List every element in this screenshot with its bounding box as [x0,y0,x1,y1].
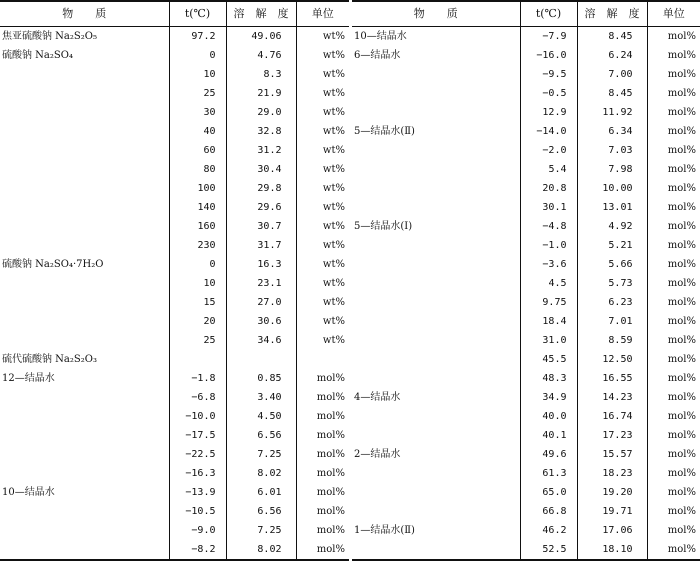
substance-cell [0,407,169,426]
table-row [0,198,349,217]
table-row [0,293,349,312]
table-row [0,407,349,426]
substance-cell [0,103,169,122]
unit-cell: wt% [296,27,349,47]
unit-cell: mol% [647,103,700,122]
table-row [352,483,700,502]
temperature-cell: 80 [169,160,226,179]
solubility-cell: 49.06 [226,27,296,47]
table-row [352,312,700,331]
header-temperature: t(℃) [169,1,226,27]
temperature-cell: 61.3 [520,464,577,483]
unit-cell: mol% [296,464,349,483]
unit-cell: mol% [647,160,700,179]
table-row [352,350,700,369]
table-row [0,27,349,47]
header-row [352,1,700,27]
unit-cell: mol% [647,331,700,350]
table-row [352,331,700,350]
substance-cell: 焦亚硫酸钠 Na₂S₂O₅ [2,31,97,42]
solubility-table-left [0,0,349,561]
substance-cell [0,236,169,255]
table-row [0,369,349,388]
solubility-cell: 5.73 [577,274,647,293]
substance-cell [352,274,520,293]
table-row [352,122,700,141]
substance-cell [352,483,520,502]
substance-cell [0,388,169,407]
table-row [352,407,700,426]
unit-cell: wt% [296,122,349,141]
unit-cell: mol% [647,255,700,274]
temperature-cell: −10.0 [169,407,226,426]
unit-cell: wt% [296,255,349,274]
unit-cell: mol% [647,236,700,255]
unit-cell: wt% [296,84,349,103]
solubility-cell: 31.7 [226,236,296,255]
temperature-cell: 10 [169,65,226,84]
table-row [352,236,700,255]
header-solubility: 溶 解 度 [226,1,296,27]
solubility-cell: 10.00 [577,179,647,198]
table-row [352,179,700,198]
solubility-cell: 12.50 [577,350,647,369]
table-row [0,141,349,160]
substance-cell [0,464,169,483]
table-row [352,445,700,464]
solubility-cell: 11.92 [577,103,647,122]
table-row [352,502,700,521]
substance-cell [352,160,520,179]
solubility-cell: 18.10 [577,540,647,560]
header-unit: 单位 [296,1,349,27]
table-row [0,255,349,274]
solubility-cell: 17.23 [577,426,647,445]
header-solubility: 溶 解 度 [577,1,647,27]
unit-cell: mol% [296,426,349,445]
right-table-body [352,27,700,561]
temperature-cell: 40.0 [520,407,577,426]
substance-cell [0,217,169,236]
temperature-cell: 12.9 [520,103,577,122]
substance-cell [0,331,169,350]
table-row [352,46,700,65]
substance-cell [0,198,169,217]
solubility-cell: 6.01 [226,483,296,502]
unit-cell: mol% [647,521,700,540]
temperature-cell: 0 [169,46,226,65]
solubility-cell: 16.74 [577,407,647,426]
unit-cell: mol% [296,502,349,521]
unit-cell: mol% [296,407,349,426]
temperature-cell: 15 [169,293,226,312]
solubility-cell: 0.85 [226,369,296,388]
table-row [352,217,700,236]
temperature-cell: 66.8 [520,502,577,521]
table-row [0,312,349,331]
unit-cell: wt% [296,217,349,236]
temperature-cell: 40.1 [520,426,577,445]
temperature-cell: 140 [169,198,226,217]
temperature-cell: −10.5 [169,502,226,521]
unit-cell: mol% [647,141,700,160]
unit-cell: mol% [647,46,700,65]
table-row [0,331,349,350]
temperature-cell: −8.2 [169,540,226,560]
table-row [352,141,700,160]
solubility-cell: 8.02 [226,464,296,483]
solubility-cell: 6.24 [577,46,647,65]
solubility-cell: 23.1 [226,274,296,293]
substance-cell: 4—结晶水 [354,392,401,403]
temperature-cell: −4.8 [520,217,577,236]
substance-cell: 5—结晶水(Ⅱ) [354,126,415,137]
substance-cell [352,464,520,483]
unit-cell: wt% [296,103,349,122]
solubility-cell: 7.01 [577,312,647,331]
table-row [0,46,349,65]
substance-cell [352,369,520,388]
substance-cell: 10—结晶水 [354,31,407,42]
temperature-cell: −1.8 [169,369,226,388]
temperature-cell: 160 [169,217,226,236]
temperature-cell: 9.75 [520,293,577,312]
solubility-cell: 5.66 [577,255,647,274]
temperature-cell: 20.8 [520,179,577,198]
temperature-cell: −22.5 [169,445,226,464]
substance-cell [0,179,169,198]
solubility-cell: 30.4 [226,160,296,179]
temperature-cell: 97.2 [169,27,226,47]
table-row [0,483,349,502]
table-row [352,103,700,122]
substance-cell [352,198,520,217]
substance-cell [0,274,169,293]
unit-cell: mol% [647,369,700,388]
unit-cell: mol% [296,540,349,560]
solubility-cell: 6.56 [226,426,296,445]
substance-cell [0,312,169,331]
table-row [0,388,349,407]
temperature-cell: 230 [169,236,226,255]
table-row [352,160,700,179]
solubility-cell: 19.71 [577,502,647,521]
unit-cell: mol% [647,502,700,521]
solubility-cell: 7.98 [577,160,647,179]
substance-cell [0,84,169,103]
solubility-cell: 7.25 [226,445,296,464]
table-row [0,464,349,483]
unit-cell: wt% [296,160,349,179]
solubility-cell: 8.45 [577,27,647,47]
unit-cell: mol% [647,483,700,502]
substance-cell: 硫酸钠 Na₂SO₄·7H₂O [2,259,104,270]
solubility-cell: 27.0 [226,293,296,312]
solubility-cell: 31.2 [226,141,296,160]
table-row [352,521,700,540]
substance-cell [0,65,169,84]
table-row [0,160,349,179]
substance-cell: 2—结晶水 [354,449,401,460]
table-row [0,65,349,84]
substance-cell [0,426,169,445]
unit-cell: mol% [647,540,700,560]
header-unit: 单位 [647,1,700,27]
solubility-cell: 7.00 [577,65,647,84]
temperature-cell: −7.9 [520,27,577,47]
table-row [352,274,700,293]
header-temperature: t(℃) [520,1,577,27]
solubility-cell: 3.40 [226,388,296,407]
temperature-cell: −3.6 [520,255,577,274]
unit-cell: wt% [296,312,349,331]
temperature-cell: 49.6 [520,445,577,464]
substance-cell [0,445,169,464]
table-row [352,426,700,445]
temperature-cell: 30.1 [520,198,577,217]
unit-cell: wt% [296,274,349,293]
unit-cell: wt% [296,141,349,160]
table-row [352,27,700,47]
unit-cell: mol% [647,407,700,426]
table-row [0,445,349,464]
table-row [352,464,700,483]
unit-cell: mol% [647,426,700,445]
table-row [0,426,349,445]
table-row [352,84,700,103]
solubility-cell: 34.6 [226,331,296,350]
unit-cell: mol% [647,274,700,293]
temperature-cell: −9.5 [520,65,577,84]
temperature-cell: 60 [169,141,226,160]
unit-cell: mol% [296,445,349,464]
solubility-cell: 30.6 [226,312,296,331]
substance-cell [352,407,520,426]
temperature-cell: 46.2 [520,521,577,540]
solubility-cell: 21.9 [226,84,296,103]
unit-cell: mol% [647,198,700,217]
temperature-cell: 10 [169,274,226,293]
temperature-cell: 45.5 [520,350,577,369]
left-table-panel [0,0,349,555]
solubility-cell: 32.8 [226,122,296,141]
substance-cell: 硫酸钠 Na₂SO₄ [2,50,73,61]
table-row [0,274,349,293]
unit-cell: mol% [296,521,349,540]
solubility-cell: 19.20 [577,483,647,502]
substance-cell [352,84,520,103]
substance-cell [0,160,169,179]
table-row [0,122,349,141]
substance-cell [0,540,169,560]
table-row [352,198,700,217]
temperature-cell: −0.5 [520,84,577,103]
solubility-cell: 16.55 [577,369,647,388]
unit-cell: mol% [647,122,700,141]
unit-cell: mol% [296,388,349,407]
substance-cell [352,331,520,350]
solubility-cell: 7.03 [577,141,647,160]
substance-cell [352,350,520,369]
solubility-cell: 15.57 [577,445,647,464]
substance-cell [0,502,169,521]
unit-cell: wt% [296,46,349,65]
temperature-cell: −1.0 [520,236,577,255]
substance-cell [352,236,520,255]
solubility-cell: 8.3 [226,65,296,84]
table-row [0,502,349,521]
temperature-cell: 20 [169,312,226,331]
solubility-cell: 18.23 [577,464,647,483]
substance-cell [0,293,169,312]
solubility-cell: 4.50 [226,407,296,426]
substance-cell [352,312,520,331]
header-row [0,1,349,27]
temperature-cell: 18.4 [520,312,577,331]
temperature-cell: 5.4 [520,160,577,179]
table-row [352,540,700,560]
table-row [352,255,700,274]
table-row [352,65,700,84]
temperature-cell: 4.5 [520,274,577,293]
temperature-cell: −6.8 [169,388,226,407]
solubility-cell: 6.34 [577,122,647,141]
left-table-body [0,27,349,561]
unit-cell: wt% [296,331,349,350]
solubility-cell: 7.25 [226,521,296,540]
unit-cell: mol% [647,65,700,84]
solubility-cell: 29.6 [226,198,296,217]
temperature-cell: 31.0 [520,331,577,350]
solubility-cell: 29.0 [226,103,296,122]
solubility-cell: 8.02 [226,540,296,560]
unit-cell: mol% [647,293,700,312]
temperature-cell: 0 [169,255,226,274]
unit-cell: mol% [296,483,349,502]
solubility-table-right [352,0,700,561]
table-row [0,217,349,236]
solubility-cell: 4.92 [577,217,647,236]
table-row [0,179,349,198]
unit-cell: mol% [647,27,700,47]
temperature-cell: 40 [169,122,226,141]
substance-cell: 10—结晶水 [2,487,55,498]
table-row [352,293,700,312]
unit-cell: mol% [647,179,700,198]
table-row [0,521,349,540]
temperature-cell: 48.3 [520,369,577,388]
table-row [352,369,700,388]
substance-cell [0,141,169,160]
unit-cell: mol% [296,369,349,388]
temperature-cell: −17.5 [169,426,226,445]
solubility-cell: 14.23 [577,388,647,407]
unit-cell: mol% [647,84,700,103]
substance-cell [352,179,520,198]
unit-cell: wt% [296,293,349,312]
substance-cell: 5—结晶水(Ⅰ) [354,221,413,232]
solubility-cell: 5.21 [577,236,647,255]
substance-cell [0,521,169,540]
temperature-cell: −14.0 [520,122,577,141]
solubility-cell: 6.23 [577,293,647,312]
table-row [0,350,349,369]
substance-cell: 12—结晶水 [2,373,55,384]
temperature-cell: 100 [169,179,226,198]
solubility-cell: 13.01 [577,198,647,217]
temperature-cell [169,350,226,369]
table-row [0,103,349,122]
temperature-cell: 52.5 [520,540,577,560]
temperature-cell: −16.3 [169,464,226,483]
solubility-cell [226,350,296,369]
unit-cell: mol% [647,312,700,331]
unit-cell: wt% [296,179,349,198]
temperature-cell: −2.0 [520,141,577,160]
solubility-cell: 4.76 [226,46,296,65]
unit-cell: wt% [296,236,349,255]
substance-cell: 6—结晶水 [354,50,401,61]
temperature-cell: 65.0 [520,483,577,502]
solubility-cell: 30.7 [226,217,296,236]
substance-cell: 1—结晶水(Ⅱ) [354,525,415,536]
substance-cell [352,65,520,84]
temperature-cell: 34.9 [520,388,577,407]
right-table-panel [352,0,700,555]
substance-cell [352,255,520,274]
temperature-cell: −9.0 [169,521,226,540]
solubility-cell: 8.59 [577,331,647,350]
temperature-cell: −16.0 [520,46,577,65]
solubility-cell: 29.8 [226,179,296,198]
solubility-cell: 8.45 [577,84,647,103]
temperature-cell: 25 [169,84,226,103]
substance-cell [352,502,520,521]
temperature-cell: 30 [169,103,226,122]
solubility-cell: 17.06 [577,521,647,540]
unit-cell: mol% [647,388,700,407]
table-row [0,84,349,103]
unit-cell: mol% [647,464,700,483]
unit-cell [296,350,349,369]
substance-cell [352,426,520,445]
substance-cell: 硫代硫酸钠 Na₂S₂O₃ [2,354,97,365]
header-substance: 物 质 [0,1,169,27]
substance-cell [352,103,520,122]
temperature-cell: 25 [169,331,226,350]
temperature-cell: −13.9 [169,483,226,502]
table-row [352,388,700,407]
unit-cell: wt% [296,65,349,84]
unit-cell: mol% [647,217,700,236]
substance-cell [352,293,520,312]
substance-cell [0,122,169,141]
table-row [0,540,349,560]
substance-cell [352,141,520,160]
header-substance: 物 质 [352,1,520,27]
unit-cell: mol% [647,445,700,464]
table-row [0,236,349,255]
unit-cell: wt% [296,198,349,217]
solubility-cell: 6.56 [226,502,296,521]
unit-cell: mol% [647,350,700,369]
substance-cell [352,540,520,560]
solubility-cell: 16.3 [226,255,296,274]
